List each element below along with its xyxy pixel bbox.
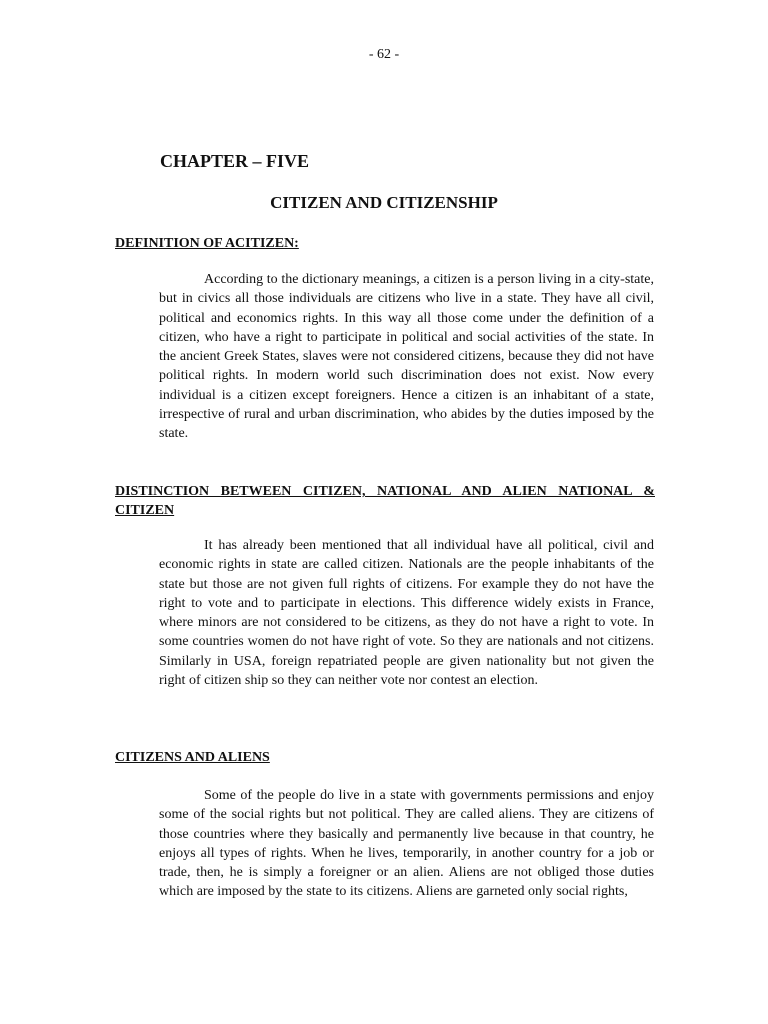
section-paragraph-definition: According to the dictionary meanings, a citizen is a person living in a city-state, but in civics all those individuals are citizens who live in a state. They have all civil, political and economics rights. In this way all those come under the definition of a citizen, who have a right to participate in political and social activities of the state. In the ancient Greek States, slaves were not considered citizens, because they did not have political rights. In modern world such discrimination does not exist. Now every individual is a citizen except foreigners. Hence a citizen is an inhabitant of a state, irrespective of rural and urban discrimination, who abides by the duties imposed by the state. (159, 272, 654, 442)
section-heading-distinction: DISTINCTION BETWEEN CITIZEN, NATIONAL AND ALIEN NATIONAL & CITIZEN (115, 484, 655, 518)
section-paragraph-distinction: It has already been mentioned that all individual have all political, civil and economic rights in state are called citizen. Nationals are the people inhabitants of the state but those are not given full rights of citizens. For example they do not have the right to vote and to participate in elections. This difference widely exists in France, where minors are not considered to be citizens, as they do not have a right to vote. In some countries women do not have right of vote. So they are nationals and not citizens. Similarly in USA, foreign repatriated people are given nationality but not given the right of citizen ship so they can neither vote nor contest an election. (159, 538, 654, 689)
chapter-label: CHAPTER – FIVE (160, 151, 310, 171)
section-paragraph-citizens-aliens: Some of the people do live in a state with governments permissions and enjoy some of the social rights but not political. They are called aliens. They are citizens of those countries where they basically and permanently live because in that country, he enjoys all types of rights. When he lives, temporarily, in another country for a job or trade, then, he is simply a foreigner or an alien. Aliens are not obliged those duties which are imposed by the state to its citizens. Aliens are garneted only social rights, (159, 788, 654, 900)
section-heading-definition: DEFINITION OF ACITIZEN: (115, 236, 299, 251)
page-number: - 62 - (368, 47, 400, 62)
section-heading-citizens-aliens: CITIZENS AND ALIENS (115, 750, 270, 765)
chapter-title: CITIZEN AND CITIZENSHIP (270, 193, 498, 212)
